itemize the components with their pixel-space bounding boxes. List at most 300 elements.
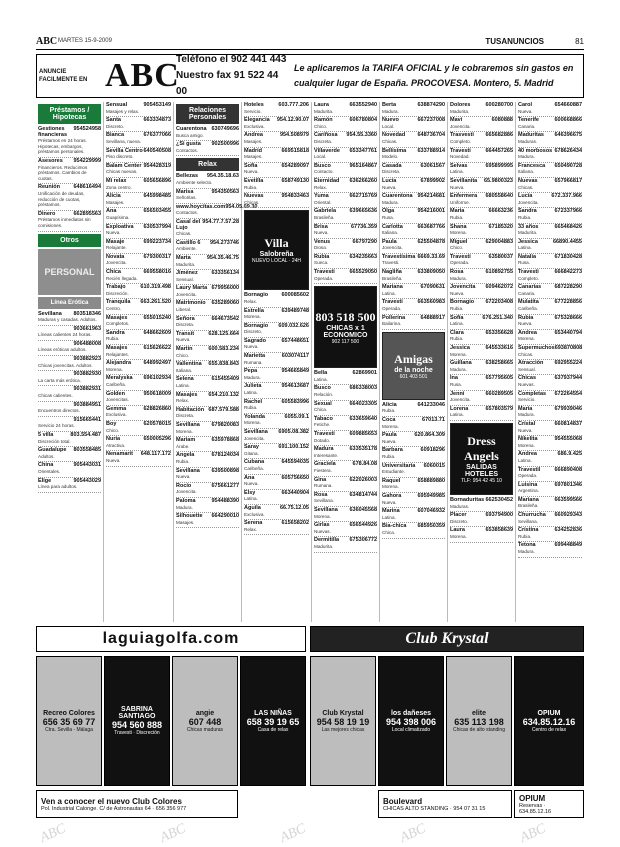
classified-ad-text: Jovencita. [382,245,403,251]
classified-ad [518,527,582,542]
classified-ad-title: Andrea [518,451,537,458]
classified-ad-text: Latina. [244,496,258,502]
classified-ad-title: Sevillana [176,421,200,428]
classified-ad-phone: 615455409 [211,376,239,383]
classified-ad-text: Completo. [450,138,471,144]
classified-ad-phone: 686.9.425 [557,451,582,458]
classified-ad-phone: 605656896 [143,177,171,184]
classified-ad [176,285,239,300]
classified-ad-phone: 664457265 [485,147,513,154]
classified-ad-phone: 660814837 [554,420,582,427]
classified-ad-phone: 636266260 [349,177,377,184]
classified-ad-text: Préstamos en 24 horas. Hipotecas, embargos, préstamos personales. [38,138,87,155]
classified-ad-title: Bianca [106,132,125,139]
classified-ad-title: Trasvesti [450,132,474,139]
classified-ad [382,254,445,269]
boxed-ad-subtitle: de la noche [394,366,433,374]
classified-ad-text: Señoritas. [176,195,197,201]
classified-ad-text: Rubia. [450,306,464,312]
classified-ad [382,315,445,330]
classified-ad-title: Nuevas [518,177,538,184]
classified-ad-text: Madura. [382,199,399,205]
classified-ad [38,447,101,462]
classified-ad [518,269,582,284]
classified-ad-title: Rosa [450,269,464,276]
classified-ad-text: Nueva. [518,108,533,114]
classified-ad-header [382,433,445,439]
classified-ad-title: Julieta [244,383,262,390]
classified-ad [244,148,309,163]
classified-ad-text: Chicas jovencitas. Adultos. [38,362,93,368]
classified-ad [244,163,309,178]
classified-ad-phone: 620578015 [143,420,171,427]
classified-ad-text: Canaria. [518,290,536,296]
classified-ad-phone: 67090631 [420,284,445,291]
classified-ad-phone: 695899995 [485,162,513,169]
classified-ad [518,224,582,239]
classified-ad-phone: 657966817 [554,177,582,184]
personal-section-box: PERSONAL [38,249,101,295]
classified-ad-header [176,347,239,353]
classified-ad [106,436,171,451]
classified-ad [176,407,239,422]
classified-ad-text: Exclusiva. [244,511,265,517]
classified-ad-title: Jessica [450,345,470,351]
classified-ad-text: Latina. [450,321,464,327]
display-ad [446,656,512,786]
classified-ad-phone: 60918296 [420,447,445,454]
display-ad-title: angie [195,709,215,717]
classified-ad-title: Pollerina [382,314,406,321]
classified-ad-title: Lorena [450,405,469,412]
classified-ad-phone: 653858639 [485,527,513,534]
classified-ad [244,459,309,474]
classified-ad-title: Masajes [106,345,128,351]
classified-ad-title: Trabajo [106,284,126,291]
classified-ad-phone: 663599566 [554,496,582,503]
classified-ad-phone: 903882931 [73,386,101,393]
classified-ad [314,178,377,193]
display-ad-title: elite [471,709,486,717]
classified-ad-phone: 663334873 [143,117,171,124]
classified-ad [176,346,239,361]
classified-ad-phone: 693870808 [554,345,583,351]
classified-ad [176,189,239,204]
banner-intro [37,55,105,97]
display-ad-title: Club Krystal [322,709,364,717]
classified-ad [450,391,513,406]
boxed-ad-title: Amigas [394,351,433,366]
classified-ad-phone: 954216001 [417,208,445,215]
classified-ad-text: Nueva. [176,474,191,480]
classified-ad [518,467,582,482]
classified-ad-text: Chico. [314,123,328,129]
boxed-ad-text: 601 403 501 [399,373,428,380]
classified-ad-text: Nueva. [244,169,259,175]
boxed-ad [244,210,309,290]
classified-ad-text: Operada. [314,275,334,281]
classified-ad [450,163,513,178]
classified-ad [314,208,377,223]
display-ads-area [36,626,584,818]
classified-ad-title: Carlotta [382,223,403,230]
classified-ad-text: Gitana. [244,450,259,456]
classifieds-column-1 [36,102,104,622]
classified-ad-phone: 660929343 [554,512,582,519]
classified-ad [244,399,309,414]
classified-ad [176,376,239,391]
classified-ad-phone: 635978868 [211,437,239,444]
classified-ad [106,284,171,299]
classified-ad [382,508,445,523]
classified-ad-phone: 954.55.3360 [346,132,377,139]
classified-ad-text: Operada. [450,260,470,266]
promo-strip-title: OPIUM [519,793,546,803]
classified-ad-title: Atracción [518,360,544,367]
classified-ad [106,406,171,421]
classified-ad [244,102,309,117]
classified-ad-text: Nueva. [244,481,259,487]
classified-ad-phone: 648.117.172 [140,451,171,458]
classified-ad-text: Brasileña. [314,214,335,220]
classified-ad-title: Travesti [450,147,471,154]
classified-ad-phone: 628.125.664 [208,330,239,337]
classified-ad-text: Operada. [518,473,538,479]
classified-ad-text: Discreta. [314,138,333,144]
classified-ad-phone: 658889880 [417,477,445,484]
classified-ad [518,497,582,512]
classified-ad [106,421,171,436]
classified-ad-title: Sevillana [176,467,200,474]
classified-ad [106,178,171,193]
classified-ad-title: Villaverde [314,147,340,154]
classified-ad [38,478,101,493]
classified-ad [314,461,377,476]
classified-ad [244,132,309,147]
classified-ad [244,193,309,208]
display-ad-text: Centro de relax [531,726,567,733]
classified-ad-phone: 699448849 [554,542,582,549]
classified-ad-text: Piso discreto. [106,154,134,160]
classified-ad [382,117,445,132]
classified-ad-text: Madura. [450,275,467,281]
classified-ad [244,338,309,353]
classified-ad-phone: 950618009 [143,390,171,397]
classified-ad-phone: 645594035 [281,459,309,466]
classified-ad-text: Madura. [244,374,261,380]
classified-ad-title: Shana [450,223,467,230]
classified-ad [38,356,101,371]
classified-ad-text: Latina. [176,383,190,388]
classified-ad-phone: 678124034 [211,452,239,459]
classified-ad-phone: 954.273746 [209,239,239,246]
classified-ad-title: Novata [106,253,125,260]
classified-ad-text: Dotado. [314,437,331,443]
display-ad-phone: 656 35 69 77 [42,716,96,727]
classified-ad-phone: 954524958 [73,126,101,132]
classified-ad-title: Nuevas [244,193,264,200]
classified-ad-text: Local. [382,123,395,129]
classified-ad-title: Angela [176,452,195,459]
boxed-ad-subtitle: Salobreña [259,251,294,259]
display-ad-title: OPIUM [537,709,561,717]
classified-ad [382,493,445,508]
classified-ad [106,391,171,406]
classified-ad-phone: 639500898 [211,467,239,474]
classified-ad-title: Travestísima [382,253,416,260]
classified-ad [106,163,171,178]
classified-ad-text: Uniforme. [450,199,470,205]
classified-ad-text: Maduras. [518,138,538,144]
classified-ad [106,117,171,132]
classified-ad-phone: 803.554.487 [70,432,101,438]
classified-ad [176,513,239,528]
classified-ad-phone: 687.579.588 [208,406,239,413]
classified-ad-title: Laury Marta [176,285,208,292]
classified-ad-phone: 615658202 [281,520,309,527]
classified-ad [518,208,582,223]
classified-ad-title: Boy [106,420,117,427]
classified-ad-phone: 660289505 [485,390,513,397]
classified-ad-text: Nueva. [314,230,329,236]
classified-ad [518,254,582,269]
classified-ad-title: Tenerife [518,117,539,124]
classified-ad [106,451,171,466]
classified-ad-phone: 664673542 [211,315,239,322]
classified-ad-phone: 903882930 [73,371,101,378]
classified-ad-text: Morena. [382,484,399,490]
classified-ad-phone: 610892755 [485,269,513,276]
classified-ad-phone: 630537994 [143,223,171,230]
classified-ad [176,270,239,285]
promo-strip [378,790,512,818]
classified-ad-title: Gemma [106,405,127,412]
classified-ad-phone: 633356134 [211,270,239,277]
classified-ad [38,326,101,341]
classified-ad-title: Marietta [244,353,266,360]
banner-intro-text: ANUNCIE FACILMENTE EN [39,69,88,83]
classified-ad-phone: 66890.4455 [552,238,582,245]
classified-ad-phone: 656544926 [349,522,377,529]
classified-ad [518,193,582,208]
classified-ad [106,239,171,254]
classified-ad-phone: 965164867 [349,162,377,169]
classified-ad-phone: 915665441 [73,416,101,423]
classified-ad-text: Rubia. [450,336,464,342]
classified-ad-phone: 607046932 [417,508,445,515]
classified-ad [314,239,377,254]
classified-ad-text: Latina. [382,514,396,520]
classified-ad-text: Encuentros directos. [38,408,80,414]
classified-ad-phone: 803558485 [73,447,101,454]
classified-ad-phone: 648736704 [417,132,445,139]
classified-ad [450,132,513,147]
classifieds-column-8 [516,102,584,622]
classified-ad [518,117,582,132]
classified-ad-title: Churrucha [518,512,546,519]
classified-ad-title: Bellezas [176,173,199,180]
display-ad-phone: 954 560 888 [111,720,163,730]
classified-ad-text: Centro. [106,306,122,312]
classified-ad-text: Masajes. [244,154,263,160]
boxed-ad-text: 902 117 500 [331,338,360,345]
classified-ad-title: Jiménez [176,270,198,277]
classified-ad-phone: 954488390 [211,497,239,504]
classified-ad-title: Masaje [106,238,125,245]
classified-ad-title: Rachel [244,398,263,405]
classified-ad [38,462,101,477]
classified-ad-text: Sevillana, nueva. [106,138,141,144]
classified-ad-phone: 6055.09.1 [284,413,309,420]
advertising-banner [36,54,584,98]
classified-ad [450,269,513,284]
classified-ad-text: Morena. [176,428,193,434]
classified-ad [314,148,377,163]
classified-ad [106,269,171,284]
classified-ad-title: Matrimonio [176,300,206,307]
classified-ad-phone: 609.032.626 [278,322,309,329]
classifieds-column-6 [380,102,448,622]
classified-ad-phone: 64888917 [420,314,445,321]
banner-fax: Nuestro fax 91 522 44 00 [176,70,279,97]
classified-ad-title: www.hoycitas.com [176,203,226,210]
classified-ad-text: Sueca. [314,260,329,266]
classified-ad-title: Cuarentona [382,193,413,200]
classified-ad-title: Transit [176,330,195,337]
classified-ad [382,523,445,538]
classified-ad-phone: 610.319.498 [140,284,171,291]
classified-ad-phone: 640540508 [143,147,171,154]
classified-ad-text: Nuevas. [518,381,535,387]
classified-ad-text: Ambiente. [176,246,197,252]
classified-ad-text: Completos. [106,321,130,327]
classified-ad [106,208,171,223]
classified-ad-phone: 648662609 [143,329,171,336]
classified-ad-text: Chico. [450,245,464,251]
classified-ad-title: Habitación [176,406,205,413]
classified-ad-text: Líneas eróticas adultos. [38,347,87,353]
classified-ad-title: Saray [244,444,259,451]
classified-ad-phone: 650005296 [143,436,171,443]
classified-ad [450,117,513,132]
classified-ad-title: Lucía [518,193,533,200]
classified-ad [518,542,582,557]
classified-ad-phone: 6080888 [491,117,513,124]
banner-tagline-line1: Le aplicaremos la TARIFA OFICIAL y le cobraremos sin gastos en [294,63,574,73]
classified-ad-text: Madurita. [176,261,196,267]
classified-ad-phone: 633788914 [417,147,445,154]
classified-ad-phone: 657803579 [485,405,513,412]
classified-ad-phone: 903884951 [73,401,101,408]
promo-strip-text: Reservas · 634.85.12.16 [519,802,552,815]
classified-ad [314,385,377,400]
classified-ad-title: Dermitilla [314,537,340,544]
classified-ad-title: Mulatita [518,299,539,306]
classified-ad [106,299,171,314]
classified-ad-title: Meralyska [106,375,133,382]
classified-ad-text: Morena. [244,314,261,320]
classified-ad-text: Busca amigo. [176,132,204,138]
classified-ad [176,126,239,141]
boxed-ad-subtitle: CHICAS x 1 ECONOMICO [323,324,368,339]
classified-ad-text: Madurita. [314,108,334,114]
classified-ad [314,507,377,522]
classified-ad-title: Ana [244,474,255,481]
classified-ad-text: Argentina. [518,488,539,494]
classified-ad-title: Yolanda [244,413,265,420]
classified-ad [176,392,239,407]
classified-ad-phone: 66663236 [488,208,513,215]
classified-ad [518,375,582,390]
classified-ad-text: Jovencita. [450,397,471,403]
classified-ad-text: Recién llegada. [106,275,138,281]
classified-ad-text: Zona centro. [106,184,132,190]
classified-ad-title: Chica [106,269,121,276]
classified-ad [244,368,309,383]
classified-ad-phone: 639665636 [349,208,377,215]
classified-ad-text: Morena. [450,351,467,357]
boxed-ad [382,332,445,400]
classified-ad-title: Sofía [450,314,464,321]
classified-ad [518,345,582,360]
classified-ad-text: Relax. [244,526,258,532]
classified-ad-text: Jovencita. [450,123,471,129]
classified-ad-text: Servicio 24 horas. [38,423,75,429]
classified-ad-text: Nueva. [450,184,465,190]
classified-ad-title: Pepa [244,368,258,375]
classified-ad-title: Travestil [518,466,541,473]
classified-ad-title: Cristina [518,527,539,534]
classified-ad-phone: 954833463 [281,193,309,200]
classified-ad-title: Sagrado [244,337,267,344]
classified-ad-title: Nenamarit [106,451,133,458]
classified-ad-phone: 692955224 [554,360,582,367]
classified-ad-title: Balam Center [106,162,142,169]
classified-ad-phone: 676.251.340 [482,314,513,321]
classified-ad-phone: 675328666 [554,314,582,321]
classified-ad [176,255,239,270]
classified-ad-title: Selena [176,376,194,383]
classified-ad-phone: 676377066 [143,132,171,139]
classified-ad [450,299,513,314]
banner-phone: Teléfono el 902 441 443 [176,54,287,65]
classified-ad-text: Latina. [382,290,396,296]
classified-ad-title: Sevillana [314,506,338,513]
classified-ad-text: Jovencita. [176,291,197,297]
classified-ad-text: Madura. [518,412,535,418]
classified-ad-phone: 633659640 [349,415,377,422]
classified-ad-title: Brisa [314,223,328,230]
classified-ad-phone: 603.777.206 [278,102,309,108]
classified-ad-text: Chico. [176,352,190,358]
classified-ad-text: Contacto. [314,169,334,175]
classified-ad-text: Maduras. [450,503,470,509]
classified-ad [382,193,445,208]
banner-tagline-line2: cualquier lugar de España. PROCOVESA. Montero, 5. Madrid [294,78,554,88]
classified-ad [38,371,101,386]
classified-ad-text: Nuevas. [314,528,331,534]
classified-ad-title: Nuevo [382,117,399,124]
classified-ad-title: Miguel [450,238,468,245]
classified-ad-title: Dolores [450,102,471,108]
classified-ad-title: Cuarentona [176,126,207,132]
classified-ad-title: Paloma [176,497,196,504]
classified-ad [176,219,239,240]
classified-ad-title: Hoteles [244,102,264,108]
classified-ad-text: Nueva. [518,321,533,327]
classified-ad [382,299,445,314]
classified-ad [106,132,171,147]
